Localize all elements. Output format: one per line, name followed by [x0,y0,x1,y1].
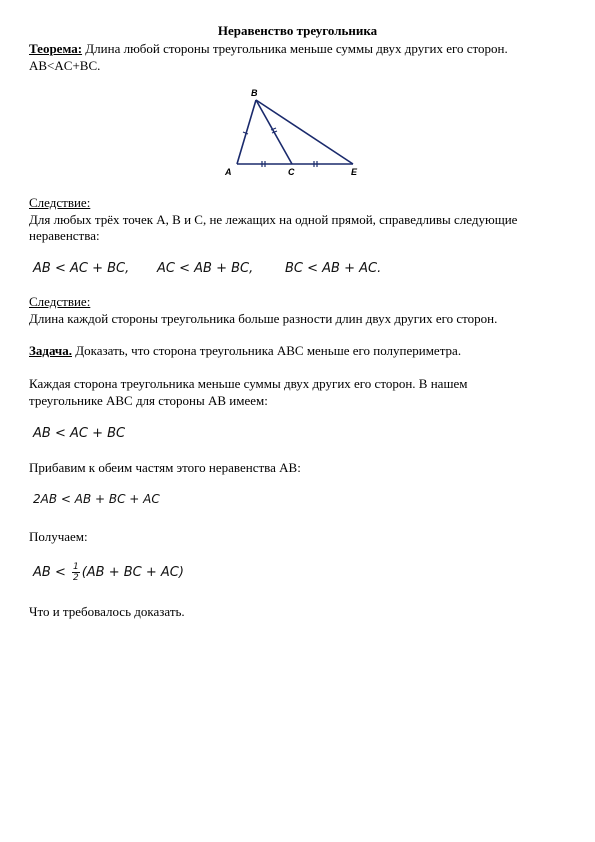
formula-2: 2AB < AB + BC + AC [33,492,160,506]
theorem-label: Теорема: [29,41,83,56]
corollary2-label: Следствие: [29,294,91,309]
point-label-e: E [351,167,358,177]
solution-line1: Каждая сторона треугольника меньше суммы двух других его сторон. В нашем [29,376,468,391]
corollary1-line1: Для любых трёх точек A, B и C, не лежащих на одной прямой, справедливы следующие [29,212,518,227]
point-label-c: C [288,167,295,177]
formula-3-right: (AB + BC + AC) [81,565,184,580]
formula-3-left: AB < [33,565,66,580]
task-label: Задача. [29,343,72,358]
inequality-1: AB < AC + BC, [33,261,130,276]
fraction-half [72,562,80,583]
corollary1-line2: неравенства: [29,228,100,243]
task-text: Доказать, что сторона треугольника ABC меньше его полупериметра. [72,343,462,358]
theorem-formula: AB<AC+BC. [29,58,101,73]
theorem-line [29,41,508,57]
point-label-a: A [225,167,232,177]
side-ab [237,100,256,164]
corollary1-label: Следствие: [29,195,91,210]
fraction-denominator: 2 [72,573,79,583]
fraction-numerator: 1 [72,562,79,572]
point-label-b: B [251,88,258,98]
solution-line3: Прибавим к обеим частям этого неравенства AB: [29,460,301,475]
corollary2-text: Длина каждой стороны треугольника больше разности длин двух других его сторон. [29,311,498,326]
formula-1: AB < AC + BC [33,426,126,441]
theorem-text: Длина любой стороны треугольника меньше суммы двух других его сторон. [82,41,508,56]
formula-3 [33,562,184,583]
triangle-figure [215,83,365,183]
solution-line4: Получаем: [29,529,88,544]
solution-conclusion: Что и требовалось доказать. [29,604,185,619]
solution-line2: треугольнике ABC для стороны AB имеем: [29,393,268,408]
page-title: Неравенство треугольника [217,23,378,38]
inequality-2: AC < AB + BC, [157,261,254,276]
inequality-3: BC < AB + AC. [285,261,382,276]
side-be [256,100,353,164]
task-line [29,343,461,359]
